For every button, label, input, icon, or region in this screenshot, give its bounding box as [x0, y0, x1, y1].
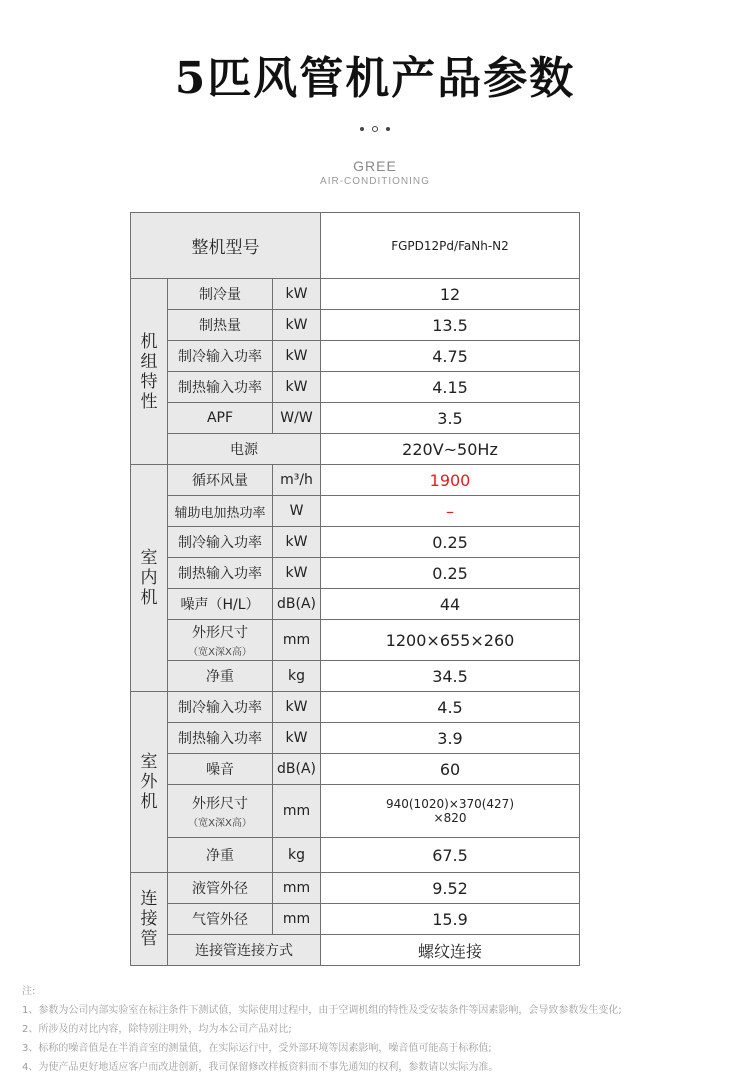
row-value: 4.15 [321, 372, 580, 403]
row-value: 0.25 [321, 558, 580, 589]
dimension-label: 外形尺寸 [192, 625, 248, 641]
model-value: FGPD12Pd/FaNh-N2 [321, 213, 580, 279]
row-unit: mm [273, 873, 321, 904]
table-row [131, 279, 580, 310]
table-row [131, 527, 580, 558]
row-unit: kW [273, 310, 321, 341]
row-label: 制冷输入功率 [168, 341, 273, 372]
row-unit: kW [273, 723, 321, 754]
row-label: 连接管连接方式 [168, 935, 321, 966]
row-unit: mm [273, 904, 321, 935]
row-label: 制热输入功率 [168, 372, 273, 403]
footnote-line: 1、参数为公司内部实验室在标注条件下测试值，实际使用过程中，由于空调机组的特性及受安装条件等因素影响，会导致参数发生变化; [22, 1005, 622, 1016]
row-unit: kW [273, 527, 321, 558]
row-label: 制冷量 [168, 279, 273, 310]
table-row [131, 935, 580, 966]
group-unit [131, 279, 168, 465]
dot-icon [386, 127, 390, 131]
table-row [131, 403, 580, 434]
row-label: APF [168, 403, 273, 434]
row-unit: kW [273, 279, 321, 310]
brand-subtitle: AIR-CONDITIONING [320, 176, 430, 187]
row-value: 60 [321, 754, 580, 785]
row-label: 制热输入功率 [168, 558, 273, 589]
row-value: 0.25 [321, 527, 580, 558]
row-label: 辅助电加热功率 [168, 496, 273, 527]
table-row [131, 661, 580, 692]
row-label: 气管外径 [168, 904, 273, 935]
table-row [131, 692, 580, 723]
brand-name: GREE [353, 158, 397, 174]
row-unit: dB(A) [273, 589, 321, 620]
row-unit: kg [273, 661, 321, 692]
row-label: 电源 [168, 434, 321, 465]
row-value: 3.5 [321, 403, 580, 434]
spec-table [130, 212, 580, 966]
page-title: 5匹风管机产品参数 [174, 53, 576, 104]
footnote-line: 3、标称的噪音值是在半消音室的测量值，在实际运行中，受外部环境等因素影响，噪音值可能高于标称值; [22, 1043, 492, 1054]
table-row [131, 372, 580, 403]
row-label: 制热输入功率 [168, 723, 273, 754]
row-value: 3.9 [321, 723, 580, 754]
table-row [131, 496, 580, 527]
table-row [131, 723, 580, 754]
dot-icon [360, 127, 364, 131]
row-label: 制冷输入功率 [168, 527, 273, 558]
dot-ring-icon [372, 126, 378, 132]
row-label: 液管外径 [168, 873, 273, 904]
row-unit: mm [273, 785, 321, 838]
table-row [131, 465, 580, 496]
dimension-label: 外形尺寸 [192, 796, 248, 812]
group-label: 连 接 管 [140, 889, 158, 949]
row-value: 1200×655×260 [321, 620, 580, 661]
row-label: 循环风量 [168, 465, 273, 496]
group-outdoor [131, 692, 168, 873]
table-row [131, 873, 580, 904]
table-row [131, 754, 580, 785]
table-row [131, 904, 580, 935]
row-label: 制冷输入功率 [168, 692, 273, 723]
group-label: 机 组 特 性 [140, 331, 158, 412]
footnote-line: 4、为使产品更好地适应客户而改进创新，我司保留修改样板资料而不事先通知的权利，参数请以实际为准。 [22, 1062, 499, 1073]
row-unit: W [273, 496, 321, 527]
row-unit: kW [273, 692, 321, 723]
row-unit: kW [273, 372, 321, 403]
row-value: 4.75 [321, 341, 580, 372]
row-value: 15.9 [321, 904, 580, 935]
table-row [131, 310, 580, 341]
group-label: 室 内 机 [140, 548, 158, 608]
model-label: 整机型号 [131, 213, 321, 279]
dimension-value-line1: 940(1020)×370(427) [385, 797, 515, 811]
row-value: 220V~50Hz [321, 434, 580, 465]
table-row [131, 785, 580, 838]
row-value-highlight: – [321, 496, 580, 527]
row-unit: kW [273, 341, 321, 372]
group-label: 室 外 机 [140, 752, 158, 812]
table-row [131, 620, 580, 661]
row-label: 制热量 [168, 310, 273, 341]
row-unit: dB(A) [273, 754, 321, 785]
row-unit: W/W [273, 403, 321, 434]
row-label: 净重 [168, 838, 273, 873]
row-label: 噪声（H/L） [168, 589, 273, 620]
dimension-value-line2: ×820 [433, 811, 467, 825]
row-label: 净重 [168, 661, 273, 692]
carousel-dots [0, 126, 750, 132]
footnote-line: 2、所涉及的对比内容，除特别注明外，均为本公司产品对比; [22, 1024, 292, 1035]
row-unit: mm [273, 620, 321, 661]
row-value: 44 [321, 589, 580, 620]
group-pipe [131, 873, 168, 966]
row-unit: m³/h [273, 465, 321, 496]
row-label [168, 785, 273, 838]
row-value: 67.5 [321, 838, 580, 873]
row-value-highlight: 1900 [321, 465, 580, 496]
group-indoor [131, 465, 168, 692]
row-value: 34.5 [321, 661, 580, 692]
row-value: 9.52 [321, 873, 580, 904]
row-value: 12 [321, 279, 580, 310]
table-row [131, 434, 580, 465]
row-label [168, 620, 273, 661]
table-row [131, 558, 580, 589]
row-value: 4.5 [321, 692, 580, 723]
table-row [131, 341, 580, 372]
dimension-sublabel: （宽X深X高） [188, 818, 252, 829]
row-unit: kW [273, 558, 321, 589]
row-label: 噪音 [168, 754, 273, 785]
table-row [131, 838, 580, 873]
dimension-sublabel: （宽X深X高） [188, 647, 252, 658]
table-row [131, 589, 580, 620]
row-value: 13.5 [321, 310, 580, 341]
footnote-line: 注: [22, 986, 36, 997]
row-unit: kg [273, 838, 321, 873]
row-value: 螺纹连接 [321, 935, 580, 966]
row-value [321, 785, 580, 838]
footnotes [22, 982, 742, 1077]
table-row [131, 213, 580, 279]
